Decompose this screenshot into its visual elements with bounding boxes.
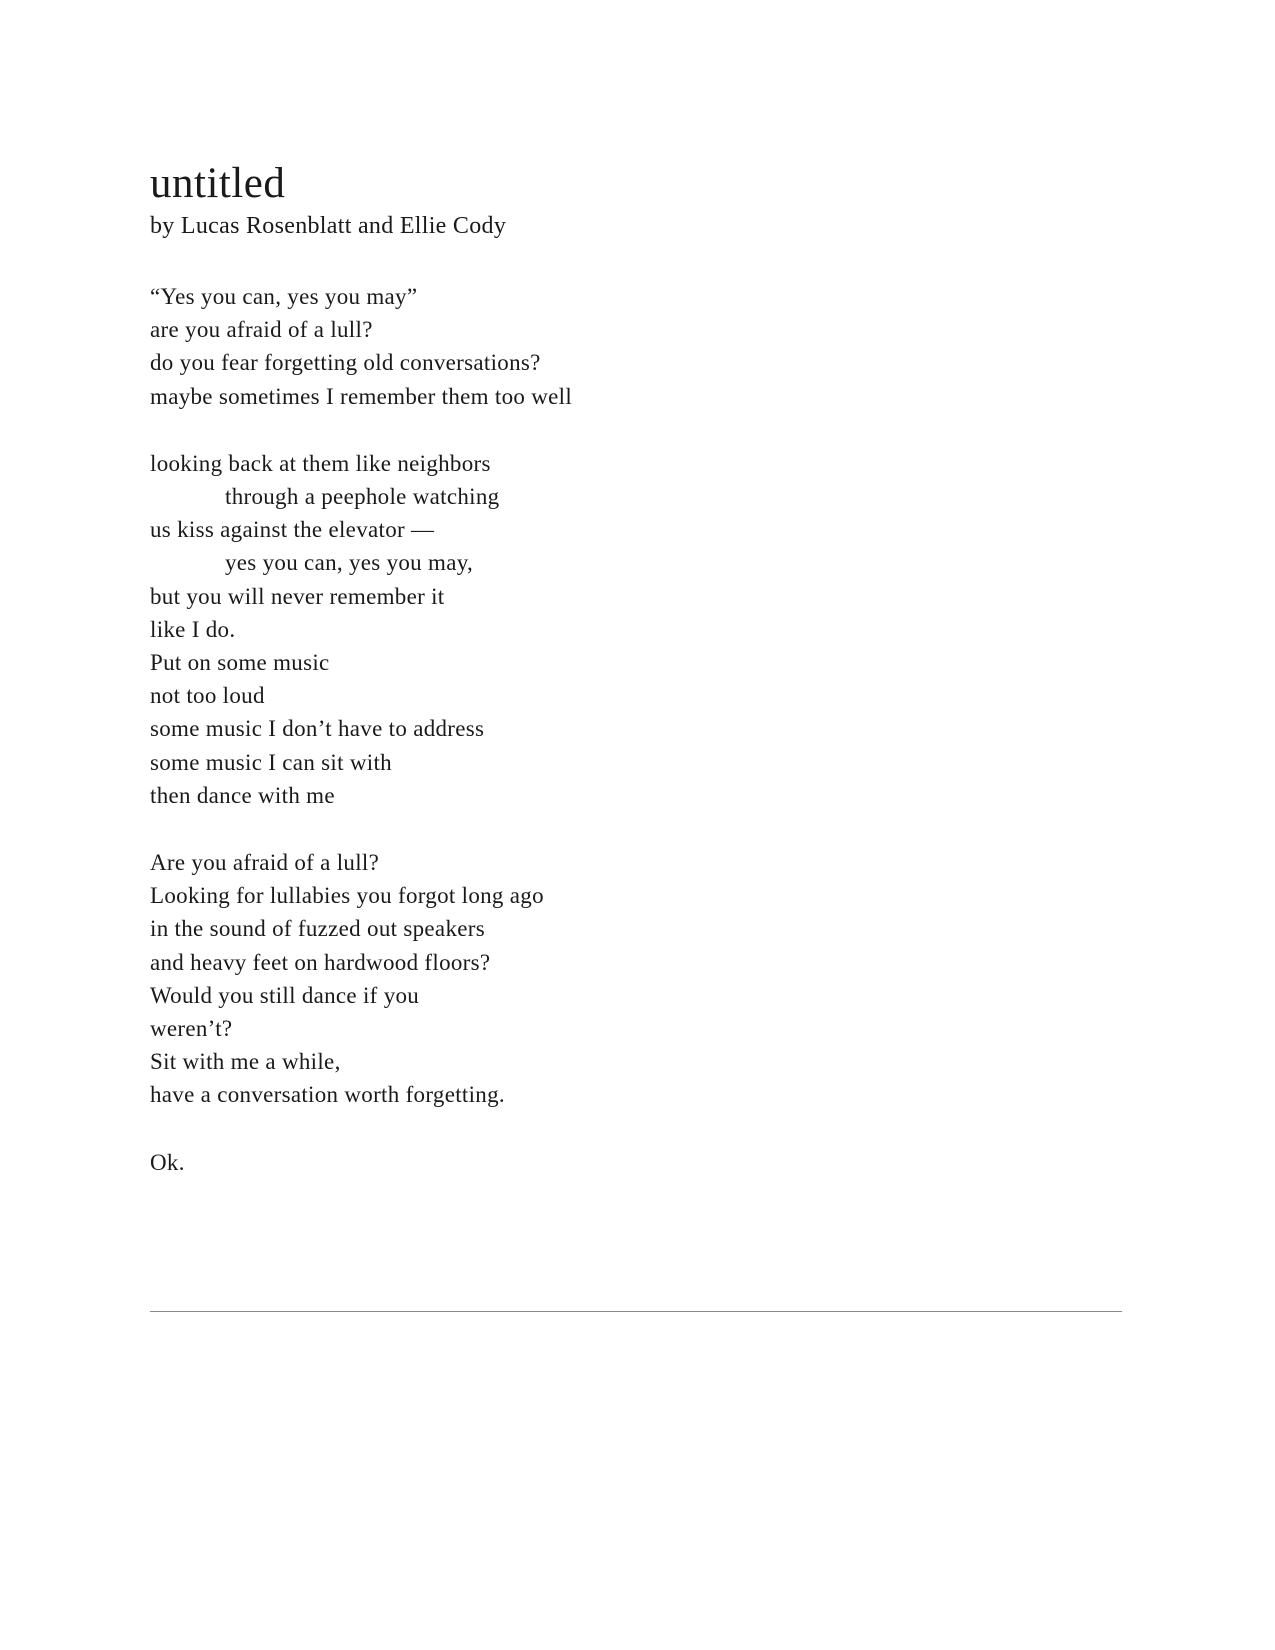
poem-byline: by Lucas Rosenblatt and Ellie Cody [150,213,507,239]
horizontal-rule [150,1311,1122,1312]
poem-line: and heavy feet on hardwood floors? [150,949,491,975]
poem-line: looking back at them like neighbors [150,450,491,476]
poem-line: us kiss against the elevator — [150,517,435,543]
poem-line: like I do. [150,616,236,642]
poem-line: weren’t? [150,1016,233,1042]
poem-body [150,280,1130,1179]
poem-page [150,158,1130,1213]
poem-line: then dance with me [150,782,335,808]
poem-line: do you fear forgetting old conversations? [150,350,541,376]
poem-line: “Yes you can, yes you may” [150,284,418,309]
poem-line: Are you afraid of a lull? [150,850,380,876]
poem-line: Put on some music [150,650,330,676]
poem-line: some music I don’t have to address [150,716,485,742]
poem-line: in the sound of fuzzed out speakers [150,916,485,942]
poem-stanza [150,846,1130,1112]
poem-line: have a conversation worth forgetting. [150,1082,505,1108]
poem-line: Sit with me a while, [150,1049,341,1075]
poem-line: are you afraid of a lull? [150,317,373,343]
poem-line: through a peephole watching [225,484,500,510]
poem-stanza [150,1146,1130,1179]
poem-line: Would you still dance if you [150,982,420,1008]
poem-line: Looking for lullabies you forgot long ago [150,883,544,909]
poem-line: yes you can, yes you may, [225,550,474,576]
poem-line: but you will never remember it [150,583,445,609]
poem-line: maybe sometimes I remember them too well [150,383,573,409]
poem-stanza [150,280,1130,413]
poem-line: Ok. [150,1149,185,1175]
poem-line: not too loud [150,683,265,709]
poem-title: untitled [150,160,286,207]
poem-stanza [150,447,1130,812]
poem-line: some music I can sit with [150,749,392,775]
